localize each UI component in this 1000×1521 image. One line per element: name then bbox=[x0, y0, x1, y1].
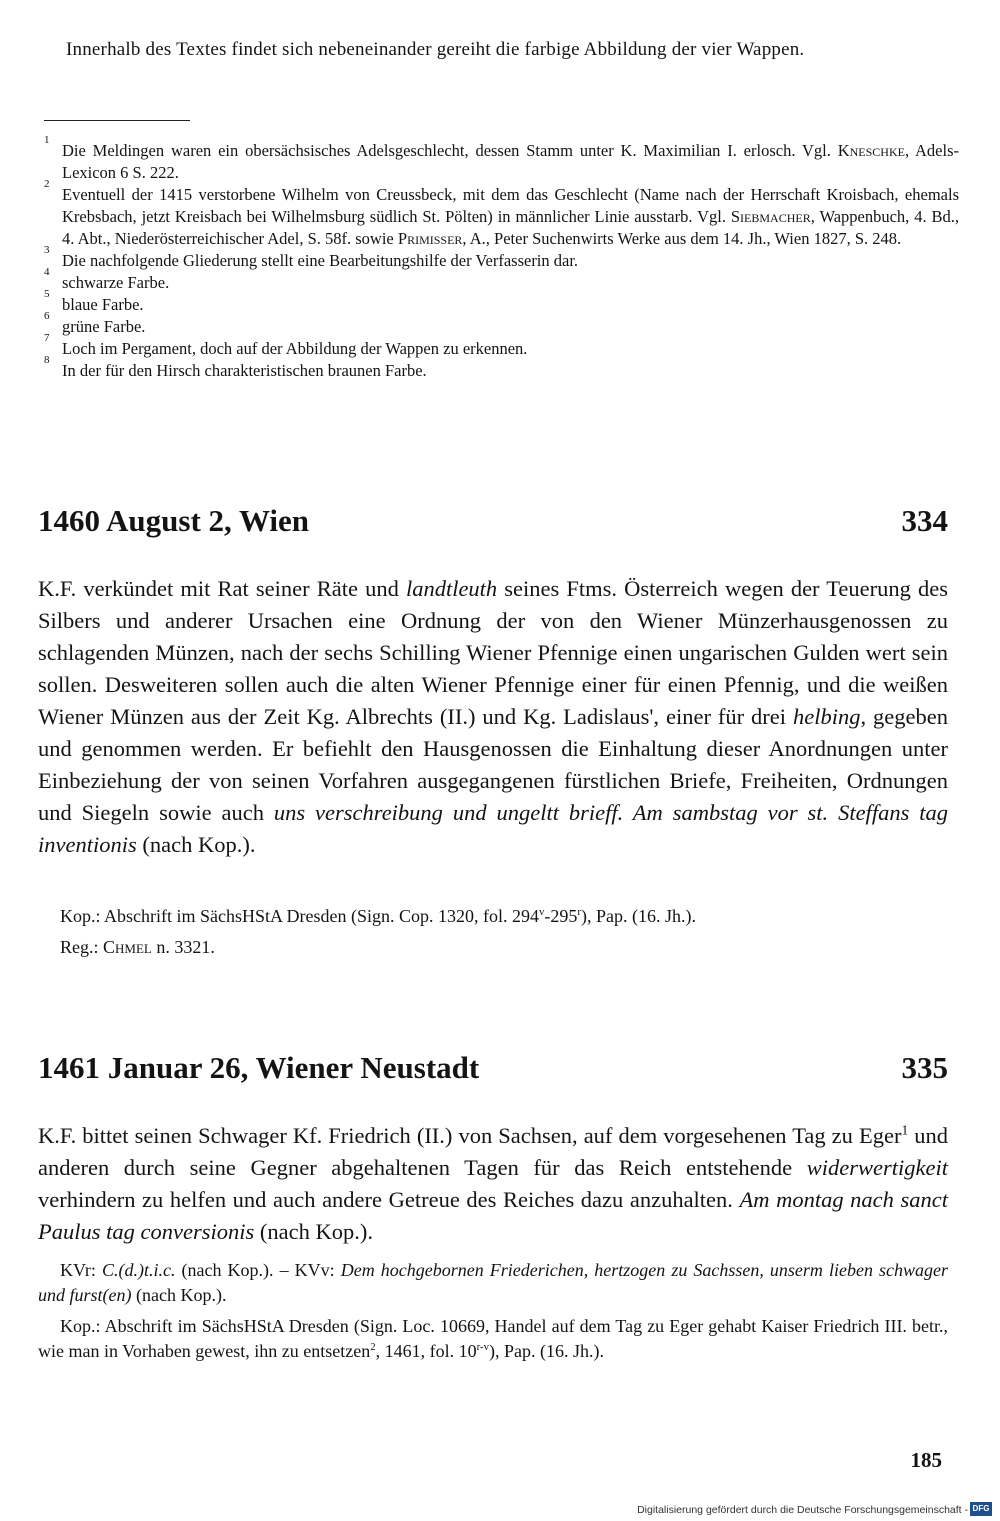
footnote-text: Die nachfolgende Gliederung stellt eine Bearbeitungshilfe der Verfasserin dar. bbox=[62, 251, 579, 270]
entry-335-apparatus bbox=[38, 1258, 948, 1370]
footnote-4 bbox=[44, 266, 959, 294]
note-italic: C.(d.)t.i.c. bbox=[101, 1260, 176, 1280]
footnote-text: Eventuell der 1415 verstorbene Wilhelm von Creussbeck, mit dem das Geschlecht (Name nach der Herrschaft Kroisbach, ehemals Krebsbach, jetzt Kreisbach bei Wilhelmsburg südlich St. Pölten) in männlicher Linie ausstarb. Vgl. bbox=[62, 185, 959, 226]
note-text: , 1461, fol. 10 bbox=[375, 1341, 477, 1361]
note-text: -295 bbox=[544, 906, 578, 926]
body-text: , gegeben und genommen werden. Er befiehlt den Hausgenossen die Einhaltung dieser Anordnungen unter Einbeziehung der von seinen Vorfahren ausgegangenen fürstlichen Briefe, Freiheiten, Ordnungen und Siegeln sowie auch bbox=[38, 704, 949, 825]
body-text: K.F. bittet seinen Schwager Kf. Friedrich (II.) von Sachsen, auf dem vorgesehenen Tag zu Eger bbox=[38, 1123, 902, 1148]
footnote-text: Loch im Pergament, doch auf der Abbildung der Wappen zu erkennen. bbox=[62, 339, 528, 358]
note-text: (nach Kop.). bbox=[131, 1285, 227, 1305]
footnote-7 bbox=[44, 332, 959, 360]
author-smallcaps: Chmel bbox=[103, 937, 152, 957]
body-text: seines Ftms. Österreich wegen der Teuerung des Silbers und anderer Ursachen eine Ordnung der von den Wiener Münzerhausgenossen zu schlagenden Münzen, nach der sechs Schilling Wiener Pfennige einen ungarischen Gulden wert sein sollen. Desweiteren sollen auch die alten Wiener Pfennige einer für einen Pfennig, und die weißen Wiener Münzen aus der Zeit Kg. Albrechts (II.) und Kg. Ladislaus', einer für drei bbox=[38, 576, 948, 729]
body-text: und anderen durch seine Gegner abgehaltenen Tagen für das Reich entstehende bbox=[38, 1123, 949, 1180]
body-text: (nach Kop.). bbox=[136, 832, 256, 857]
entry-334-body bbox=[38, 573, 948, 861]
footnote-2 bbox=[44, 178, 959, 250]
entry-title: 1461 Januar 26, Wiener Neustadt bbox=[38, 1050, 480, 1085]
note-sup: 2 bbox=[370, 1341, 376, 1353]
note-text: ), Pap. (16. Jh.). bbox=[489, 1341, 605, 1361]
note-text: Reg.: bbox=[60, 937, 103, 957]
footnote-8 bbox=[44, 354, 959, 382]
author-smallcaps: Primisser bbox=[397, 229, 463, 248]
note-text: Kop.: Abschrift im SächsHStA Dresden (Sign. Cop. 1320, fol. 294 bbox=[60, 906, 539, 926]
note-text: KVr: bbox=[60, 1260, 102, 1280]
body-italic: landtleuth bbox=[405, 576, 498, 601]
entry-title: 1460 August 2, Wien bbox=[38, 503, 310, 538]
footnote-text: , A., Peter Suchenwirts Werke aus dem 14. Jh., Wien 1827, S. 248. bbox=[462, 229, 902, 248]
footnote-3 bbox=[44, 244, 959, 272]
footnote-ref: 1 bbox=[901, 1122, 909, 1138]
entry-334-heading bbox=[38, 498, 948, 544]
entry-335-body bbox=[38, 1120, 948, 1248]
footnote-mark: 6 bbox=[44, 310, 50, 322]
footnote-text: , Adels-Lexicon 6 S. 222. bbox=[62, 141, 959, 182]
footnote-mark: 4 bbox=[44, 266, 50, 278]
copy-note bbox=[38, 1314, 948, 1364]
footnote-mark: 3 bbox=[44, 244, 50, 256]
body-italic: helbing bbox=[792, 704, 861, 729]
note-sup: r-v bbox=[476, 1341, 490, 1353]
note-text: n. 3321. bbox=[151, 937, 215, 957]
footnote-6 bbox=[44, 310, 959, 338]
note-text: ), Pap. (16. Jh.). bbox=[581, 906, 697, 926]
entry-334-apparatus bbox=[38, 904, 948, 966]
footnote-text: schwarze Farbe. bbox=[62, 273, 170, 292]
footnote-text: grüne Farbe. bbox=[62, 317, 146, 336]
funding-credit: Digitalisierung gefördert durch die Deutsche Forschungsgemeinschaft - bbox=[637, 1504, 968, 1516]
note-sup: v bbox=[539, 906, 545, 918]
footnote-mark: 8 bbox=[44, 354, 50, 366]
entry-number: 334 bbox=[901, 503, 948, 538]
entry-335-heading bbox=[38, 1045, 948, 1091]
entry-number: 335 bbox=[901, 1050, 948, 1085]
page-number: 185 bbox=[910, 1448, 942, 1472]
footnote-5 bbox=[44, 288, 959, 316]
author-smallcaps: Siebmacher bbox=[730, 207, 811, 226]
footnote-text: blaue Farbe. bbox=[62, 295, 144, 314]
footnote-mark: 1 bbox=[44, 134, 50, 146]
footnote-text: , Wappenbuch, 4. Bd., 4. Abt., Niederösterreichischer Adel, S. 58f. sowie bbox=[62, 207, 959, 248]
footnote-mark: 5 bbox=[44, 288, 50, 300]
kv-note bbox=[38, 1258, 948, 1308]
intro-paragraph bbox=[44, 36, 959, 64]
body-italic: Am montag nach sanct Paulus tag conversionis bbox=[38, 1187, 948, 1244]
footnote-mark: 2 bbox=[44, 178, 50, 190]
intro-text: Innerhalb des Textes findet sich nebeneinander gereiht die farbige Abbildung der vier Wappen. bbox=[66, 39, 805, 60]
footnote-list bbox=[44, 134, 959, 382]
note-italic: Dem hochgebornen Friederichen, hertzogen zu Sachssen, unserm lieben schwager und furst(en) bbox=[38, 1260, 948, 1305]
footnote-separator bbox=[44, 120, 190, 121]
body-text: (nach Kop.). bbox=[254, 1219, 373, 1244]
body-text: verhindern zu helfen und auch andere Getreue des Reiches dazu anzuhalten. bbox=[38, 1187, 740, 1212]
footnote-1 bbox=[44, 134, 959, 184]
regest-note bbox=[38, 935, 948, 960]
body-italic: widerwertigkeit bbox=[806, 1155, 948, 1180]
note-text: Kop.: Abschrift im SächsHStA Dresden (Sign. Loc. 10669, Handel auf dem Tag zu Eger gehabt Kaiser Friedrich III. betr., wie man in Vorhaben gewest, ihn zu entsetzen bbox=[38, 1316, 948, 1361]
author-smallcaps: Kneschke bbox=[837, 141, 905, 160]
note-sup: r bbox=[577, 906, 582, 918]
footnote-mark: 7 bbox=[44, 332, 50, 344]
footnote-text: In der für den Hirsch charakteristischen braunen Farbe. bbox=[62, 361, 427, 380]
body-text: K.F. verkündet mit Rat seiner Räte und bbox=[38, 576, 406, 601]
note-text: (nach Kop.). – KVv: bbox=[175, 1260, 341, 1280]
copy-note bbox=[38, 904, 948, 929]
footnote-text: Die Meldingen waren ein obersächsisches Adelsgeschlecht, dessen Stamm unter K. Maximilian I. erlosch. Vgl. bbox=[62, 141, 838, 160]
dfg-logo-icon: DFG bbox=[970, 1502, 992, 1516]
body-italic: uns verschreibung und ungeltt brieff. Am sambstag vor st. Steffans tag inventionis bbox=[38, 800, 948, 857]
